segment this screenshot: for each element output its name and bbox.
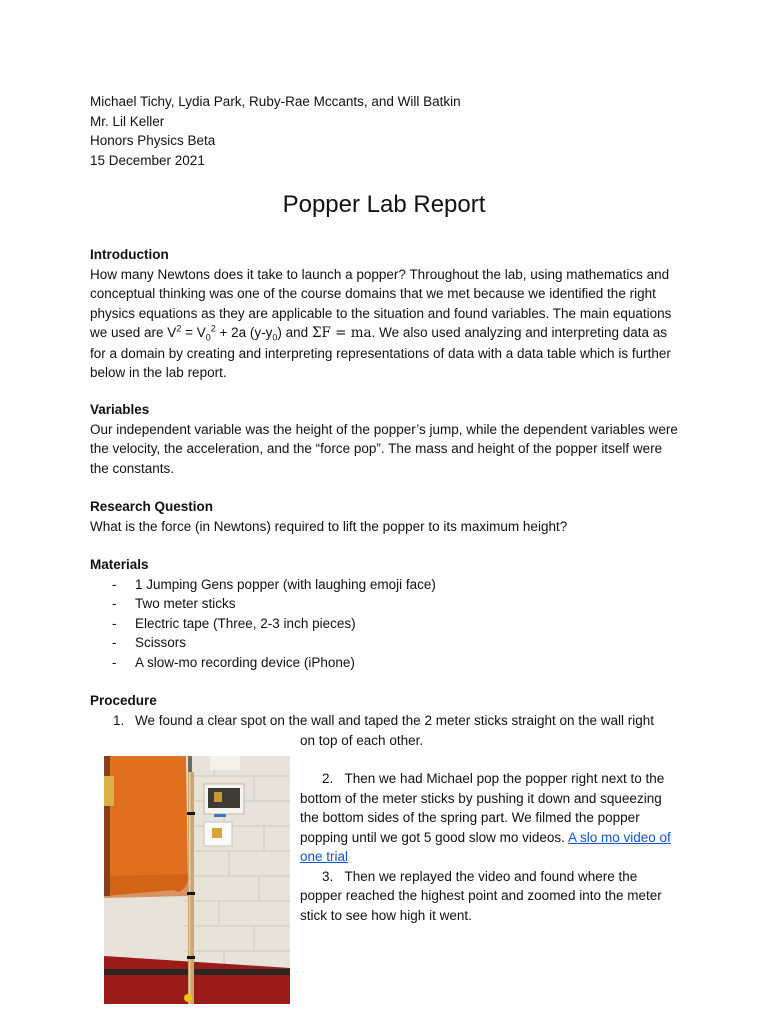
slo-mo-video-link[interactable]: A slo mo video of one trial <box>300 829 671 864</box>
list-item: - A slow-mo recording device (iPhone) <box>112 654 355 670</box>
list-item: - Scissors <box>112 635 187 650</box>
introduction-text: How many Newtons does it take to launch a popper? Throughout the lab, using mathematics and conceptual thinking was one of the course domains that we met because we identified the right physics equations as they are applicable to the situation and found variables. The main equations we used are $V^2 = V_0^2 + 2a$ $(y-y_0)$ and ΣF = ma. We also used analyzing and interpreting data as for a domain by creating and interpreting representations of data with a data table which is further below in the lab report. <box>90 266 672 380</box>
variables-heading: Variables <box>90 402 150 417</box>
teacher-line: Mr. Lil Keller <box>90 113 165 129</box>
materials-heading: Materials <box>90 557 149 572</box>
authors-line: Michael Tichy, Lydia Park, Ruby-Rae Mccants, and Will Batkin <box>90 94 461 109</box>
date-line: 15 December 2021 <box>90 152 205 168</box>
sigma-equation: ΣF = ma <box>311 325 372 341</box>
list-item: - Two meter sticks <box>112 596 236 611</box>
header-block <box>90 92 461 170</box>
procedure-step-2: 2. Then we had Michael pop the popper right next to the bottom of the meter sticks by pushing it down and squeezing the bottom sides of the spring part. We filmed the popper popping until we got 5 good slow mo videos. A slo mo video of one trial <box>300 771 671 864</box>
list-item: - 1 Jumping Gens popper (with laughing emoji face) <box>112 576 436 592</box>
procedure-section <box>90 691 682 711</box>
setup-photo-illustration <box>104 756 290 1004</box>
research-section <box>90 497 682 536</box>
procedure-right-column <box>300 769 680 925</box>
research-text: What is the force (in Newtons) required to lift the popper to its maximum height? <box>90 518 568 534</box>
procedure-step-1-continued: on top of each other. <box>300 733 424 748</box>
procedure-step-3: 3. Then we replayed the video and found where the popper reached the highest point and zoomed into the meter stick to see how high it went. <box>300 868 662 923</box>
variables-text: Our independent variable was the height of the popper’s jump, while the dependent variables were the velocity, the acceleration, and the “force pop”. The mass and height of the popper itself were the constants. <box>90 421 678 476</box>
variables-section <box>90 400 682 478</box>
document-title: Popper Lab Report <box>282 191 486 218</box>
introduction-heading: Introduction <box>90 247 169 262</box>
materials-list <box>90 575 682 673</box>
course-line: Honors Physics Beta <box>90 133 216 148</box>
document-page: Michael Tichy, Lydia Park, Ruby-Rae Mccants, and Will Batkin Mr. Lil Keller Honors Physics Beta 15 December 2021 Popper Lab Report Introduction How many Newtons does it take to launch a popper? Throughout the lab, using mathematics and conceptual thinking was one of the course domains that we met because we identified the right physics equations as they are applicable to the situation and found variables. The main equations we used are $V^2 = V_0^2 + 2a$ $(y-y_0)$ and ΣF = ma. We also used analyzing and interpreting data as for a domain by creating and interpreting representations of data with a data table which is further below in the lab report. Variables Our independent variable was the height of the popper’s jump, while the dependent variables were the velocity, the acceleration, and the “force pop”. The mass and height of the popper itself were the constants. Research Question What is the force (in Newtons) required to lift the popper to its maximum height? Materials - 1 Jumping Gens popper (with laughing emoji face) - Two meter sticks - Electric tape (Three, 2-3 inch pieces) - Scissors - A slow-mo recording device (iPhone) Procedure 1. We found a clear spot on the wall and taped the 2 meter sticks straight on the wall right on top of each other. 2. Then we had Michael pop the popper right next to the bottom of the meter sticks by pushing it down and squeezing the bottom sides of the spring part. We filmed the popper popping until we got 5 good slow mo videos. A slo mo video of one trial 3. Then we replayed the video and found where the popper reached the highest point and zoomed into the meter stick to see how high it went. <box>0 0 768 1024</box>
introduction-section <box>90 245 682 383</box>
setup-photo <box>104 756 290 1004</box>
list-item: - Electric tape (Three, 2-3 inch pieces) <box>112 615 356 631</box>
research-heading: Research Question <box>90 499 214 514</box>
procedure-heading: Procedure <box>90 693 157 708</box>
materials-section <box>90 555 682 672</box>
